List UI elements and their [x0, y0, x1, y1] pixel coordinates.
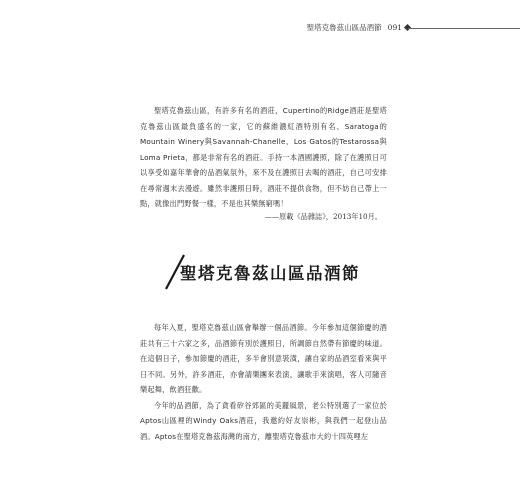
intro-paragraph: 聖塔克魯茲山區，有許多有名的酒莊，Cupertino的Ridge酒莊是聖塔克魯茲山區最負盛名的一家，它的蘇維濃紅酒特別有名、Saratoga的Mountain Winery與Savannah-Chanelle、Los Gatos的Testarossa與Loma Prieta，都是非常有名的酒莊。手持一本酒國護照，除了在護照日可以享受如嘉年華會的品酒氣氛外，來不及在護照日去喝的酒莊，自己可安排在尋常週末去漫遊。雖然非護照日時，酒莊不提供食物，但不妨自己帶上一點，就像出門野餐一樣，不是也其樂無窮嗎！	[140, 106, 387, 208]
header-rule	[408, 28, 520, 29]
body-paragraph-1: 每年入夏，聖塔克魯茲山區會舉辦一個品酒節。今年參加這個節慶的酒莊共有三十六家之多，品酒節有別於護照日，所調節自然帶有節慶的味道。在這個日子，參加節慶的酒莊，多半會別意裝潢，讓自家的品酒室看來與平日不同。另外，許多酒莊，亦會請樂團來表演，讓歌手來演唱，客人可隨音樂起舞，飲酒狂歡。	[140, 323, 387, 394]
body-text	[140, 320, 387, 444]
body-paragraph-2: 今年的品酒節，為了貪看矽谷郊區的美麗風景，老公特別選了一家位於Aptos山區裡的Windy Oaks酒莊，我邀約好友崇彬，與我們一起登山品酒。Aptos在聖塔克魯茲海灣的南方，離聖塔克魯茲市大約十四英哩左	[140, 400, 387, 441]
page-number: 091	[387, 23, 402, 32]
source-attribution: ——原載《品雜誌》，2013年10月。	[264, 212, 382, 221]
running-title: 聖塔克魯茲山區品酒節	[306, 23, 382, 32]
section-title: 聖塔克魯茲山區品酒節	[180, 264, 360, 283]
running-header	[307, 22, 402, 33]
intro-text	[140, 103, 387, 212]
